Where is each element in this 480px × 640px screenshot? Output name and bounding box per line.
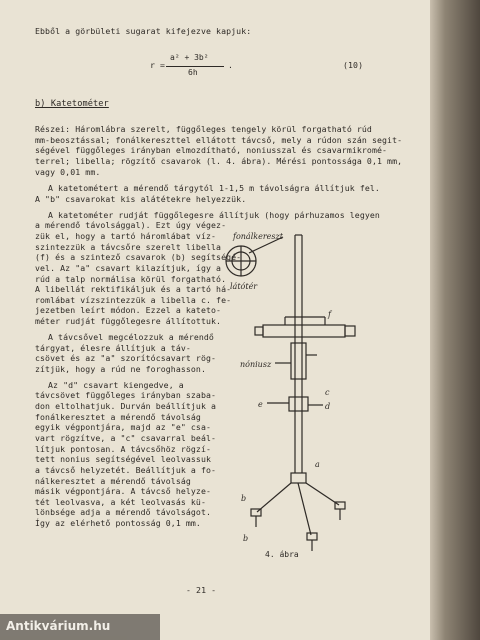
body-line: távcsövet függőleges irányban szaba-	[35, 390, 217, 400]
body-line: rúd a talp normálisa körül forgatható.	[35, 274, 227, 284]
label-b-right: b	[243, 534, 249, 543]
body-line: másik végpontjára. A távcső helyze-	[35, 486, 212, 496]
body-line: zük el, hogy a tartó háromlábat víz-	[35, 231, 217, 241]
label-f: f	[328, 310, 331, 319]
body-line: vel. Az "a" csavart kilazítjuk, így a	[35, 263, 222, 273]
body-line: tett nonius segítségével leolvassuk	[35, 454, 212, 464]
label-d: d	[325, 402, 331, 411]
body-line: a távcső helyzetét. Beállítjuk a fo-	[35, 465, 217, 475]
body-line: zítjük, hogy a rúd ne foroghasson.	[35, 364, 206, 374]
body-line: tét leolvasva, a két leolvasás kü-	[35, 497, 206, 507]
body-line: (f) és a szintező csavarok (b) segítségé-	[35, 252, 242, 262]
body-line: vart rögzítve, a "c" csavarral beál-	[35, 433, 217, 443]
body-line: mm-beosztással; fonálkereszttel ellátott távcső, mely a rúdon szán segit-	[35, 135, 403, 145]
figure-caption: 4. ábra	[265, 550, 299, 559]
body-line: A távcsővel megcélozzuk a mérendő	[48, 332, 214, 342]
body-line: a mérendő távolsággal). Ezt úgy végez-	[35, 220, 227, 230]
page-edge	[430, 0, 480, 640]
watermark-text: Antikvárium.hu	[6, 619, 111, 633]
body-line: Az "d" csavart kiengedve, a	[48, 380, 184, 390]
body-line: lönbsége adja a mérendő távolságot.	[35, 507, 212, 517]
label-b-left: b	[241, 494, 247, 503]
label-c: c	[325, 388, 330, 397]
body-line: egyik végpontjára, majd az "e" csa-	[35, 422, 212, 432]
body-line: jezetben leírt módon. Ezzel a kateto-	[35, 305, 222, 315]
page-number: - 21 -	[186, 585, 217, 595]
label-a: a	[315, 460, 320, 469]
body-line: A katetométer rudját függőlegesre állítjuk (hogy párhuzamos legyen	[48, 210, 380, 220]
formula-end: .	[228, 60, 234, 70]
body-line: méter rudját függőlegesre állítottuk.	[35, 316, 222, 326]
fraction-line	[166, 66, 224, 67]
equation-number: (10)	[343, 60, 364, 70]
body-line: A katetométert a mérendő tárgytól 1-1,5 m távolságra állítjuk fel.	[48, 183, 380, 193]
body-line: csövet és az "a" szorítócsavart rög-	[35, 353, 217, 363]
body-line: romlábat vízszintezzük a libella c. fe-	[35, 295, 232, 305]
body-line: terrel; libella; rögzítő csavarok (l. 4. ábra). Mérési pontossága 0,1 mm,	[35, 156, 403, 166]
body-line: don eltolhatjuk. Durván beállítjuk a	[35, 401, 217, 411]
body-line: Így az elérhető pontosság 0,1 mm.	[35, 518, 201, 528]
nonius-label: nóniusz	[240, 360, 272, 369]
formula-denominator: 6h	[188, 68, 198, 77]
body-line: A libellát rektifikáljuk és a tartó há-	[35, 284, 232, 294]
body-line: lítjuk pontosan. A távcsőhöz rögzí-	[35, 444, 212, 454]
body-line: Részei: Háromlábra szerelt, függőleges tengely körül forgatható rúd	[35, 124, 372, 134]
label-e: e	[258, 400, 263, 409]
crosshair-label: fonálkereszt	[233, 232, 283, 241]
formula-lhs: r =	[150, 60, 166, 70]
body-line: ségével függőleges irányban elmozdítható, noniusszal és csavarmikromé-	[35, 145, 388, 155]
body-line: szintezzük a távcsőre szerelt libella	[35, 242, 222, 252]
body-line: vagy 0,01 mm.	[35, 167, 101, 177]
watermark-banner	[0, 614, 160, 640]
body-line: nálkeresztet a mérendő távolság	[35, 476, 191, 486]
katetometer-figure	[225, 225, 390, 570]
eyepiece-label: látótér	[230, 282, 258, 291]
body-line: A "b" csavarokat kis alátétekre helyezzük.	[35, 194, 247, 204]
body-line: fonálkeresztet a mérendő távolság	[35, 412, 201, 422]
body-line: tárgyat, élesre állítjuk a táv-	[35, 343, 191, 353]
intro-text: Ebből a görbületi sugarat kifejezve kapjuk:	[35, 26, 252, 36]
section-heading: b) Katetométer	[35, 99, 109, 109]
formula-numerator: a² + 3b²	[170, 53, 209, 62]
